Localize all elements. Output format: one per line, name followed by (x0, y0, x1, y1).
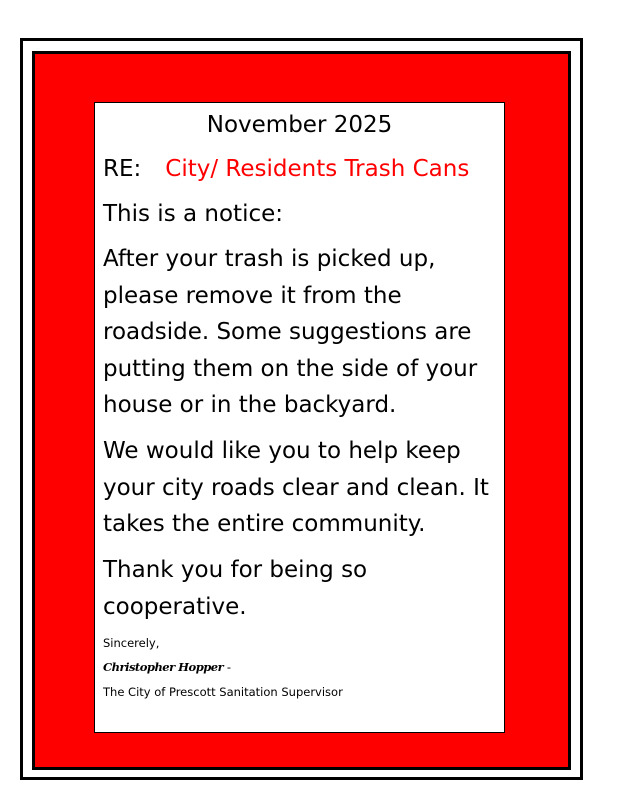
re-label: RE: (103, 156, 142, 182)
paragraph-1-line: house or in the backyard. (103, 392, 397, 418)
subject: City/ Residents Trash Cans (165, 156, 470, 182)
paragraph-1-line: please remove it from the (103, 282, 402, 309)
signer-title: The City of Prescott Sanitation Supervisor (103, 685, 343, 699)
paragraph-3-line: Thank you for being so (103, 557, 368, 583)
signature: Christopher Hopper (103, 660, 224, 674)
notice-page (94, 102, 505, 733)
paragraph-1-line: roadside. Some suggestions are (103, 319, 472, 345)
subject-line (103, 151, 469, 188)
paragraph-1-line: After your trash is picked up, (103, 246, 436, 272)
notice-date: November 2025 (206, 112, 393, 138)
notice-intro: This is a notice: (103, 201, 284, 227)
paragraph-3-line: cooperative. (103, 593, 247, 620)
signature-dash: - (223, 660, 231, 674)
closing: Sincerely, (103, 636, 160, 650)
paragraph-1-line: putting them on the side of your (103, 355, 478, 382)
paragraph-2-line: We would like you to help keep (103, 438, 461, 464)
paragraph-2-line: takes the entire community. (103, 511, 426, 537)
paragraph-2-line: your city roads clear and clean. It (103, 474, 489, 501)
signature-line (103, 660, 231, 674)
